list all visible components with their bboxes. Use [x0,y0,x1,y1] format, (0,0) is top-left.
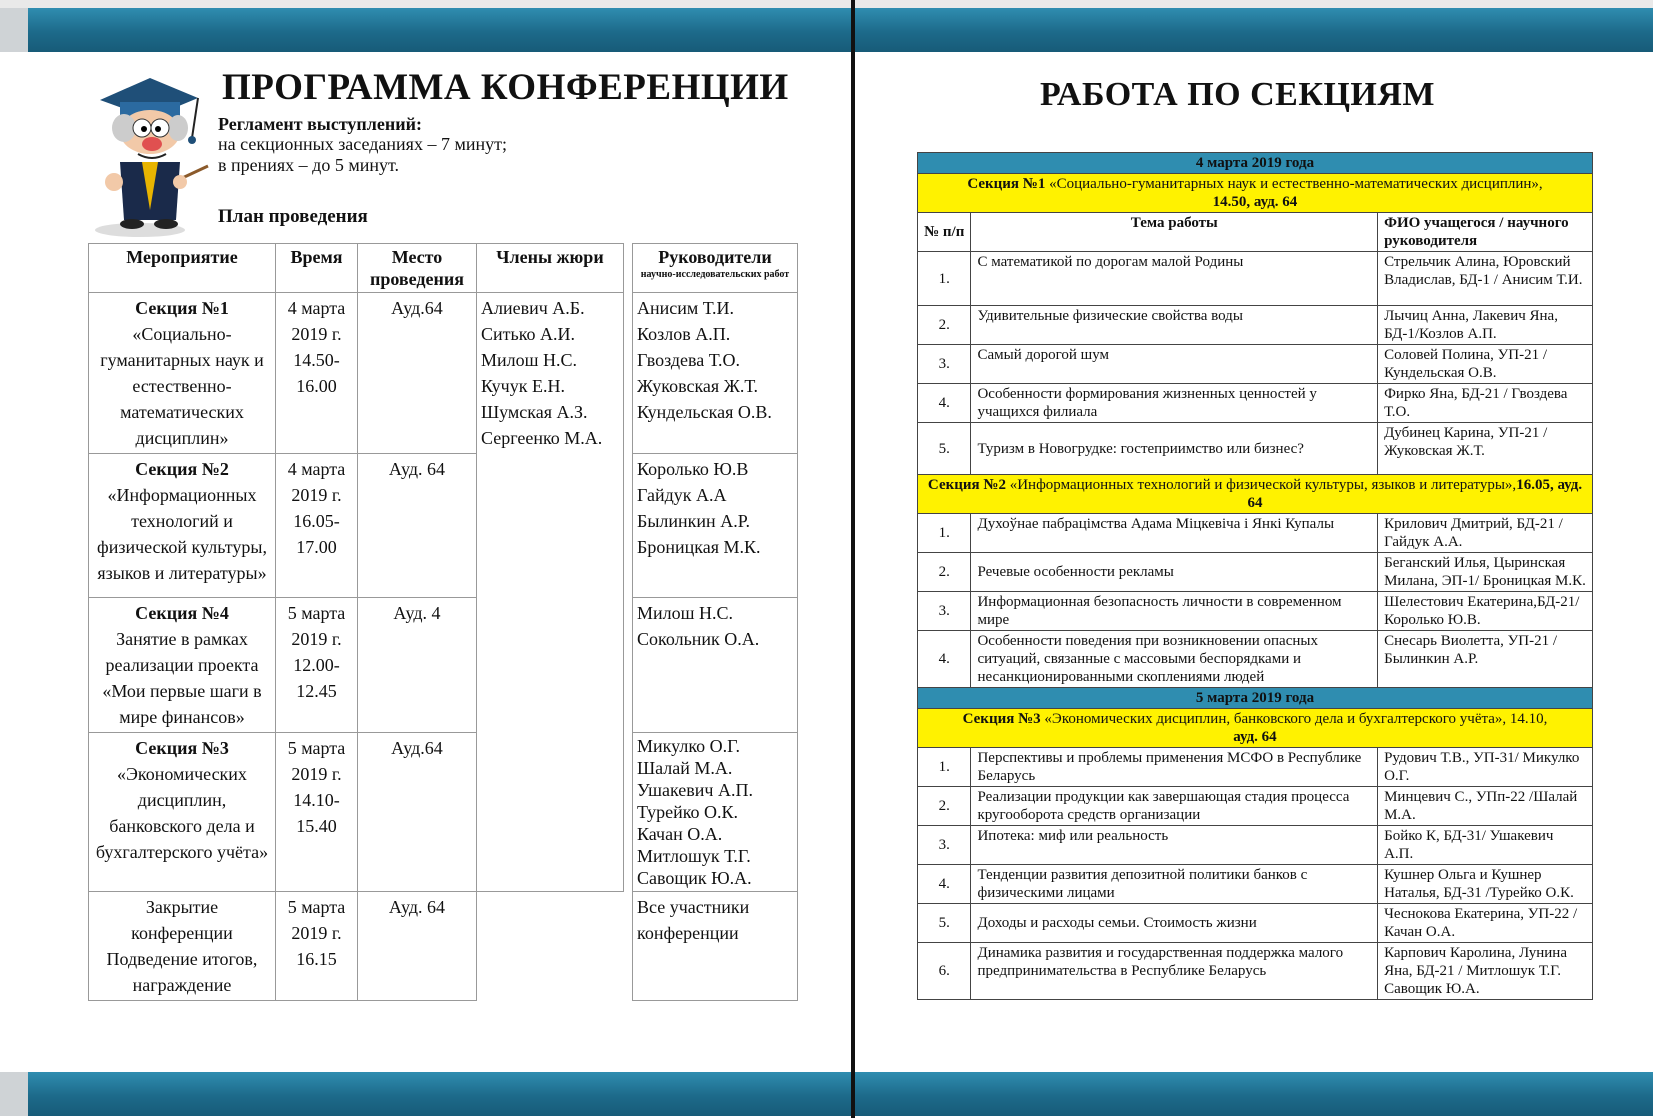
leader: Кундельская О.В. [637,402,772,422]
event-time: 4 марта 2019 г. 16.05-17.00 [276,454,358,598]
row-author: Соловей Полина, УП-21 /Кундельская О.В. [1378,345,1593,384]
leader: Броницкая М.К. [637,537,761,557]
row-number: 1. [918,748,971,787]
row-author: Шелестович Екатерина,БД-21/Королько Ю.В. [1378,592,1593,631]
table-row [918,384,1593,423]
table-row [918,904,1593,943]
row-author: Фирко Яна, БД-21 / Гвоздева Т.О. [1378,384,1593,423]
table-row [918,592,1593,631]
table-row [918,345,1593,384]
row-number: 1. [918,252,971,306]
plan-title: План проведения [218,206,368,227]
row-topic: Особенности формирования жизненных ценностей у учащихся филиала [971,384,1378,423]
row-author: Кушнер Ольга и Кушнер Наталья, БД-31 /Турейко О.К. [1378,865,1593,904]
event-time: 5 марта 2019 г. 16.15 [276,892,358,1001]
event-description: Занятие в рамках реализации проекта «Мои первые шаги в мире финансов» [102,629,262,727]
leader: Гайдук А.А [637,485,727,505]
row-number: 1. [918,514,971,553]
row-author: Крилович Дмитрий, БД-21 / Гайдук А.А. [1378,514,1593,553]
row-topic: Духоўнае пабрацімства Адама Міцкевіча і Янкі Купалы [971,514,1378,553]
leader: Жуковская Ж.Т. [637,376,759,396]
table-row [89,892,798,1001]
table-row [918,423,1593,475]
bottom-grey-tab [0,1072,28,1116]
event-description: Закрытие конференции Подведение итогов, награждение [106,897,258,995]
event-title: Секция №4 [135,603,229,623]
leaders-list [633,454,798,598]
bottom-decorative-band [28,1072,1653,1116]
table-row [918,514,1593,553]
col-header-topic: Тема работы [971,213,1378,252]
row-author: Карпович Каролина, Лунина Яна, БД-21 / Митлошук Т.Г. Савощик Ю.А. [1378,943,1593,1000]
col-header-place: Место проведения [358,244,477,293]
leader: Митлошук Т.Г. [637,846,751,866]
date-label: 5 марта 2019 года [918,688,1593,709]
row-number: 5. [918,423,971,475]
regulation-title: Регламент выступлений: [218,114,423,134]
section-title: Секция №1 [967,176,1046,192]
jury-member: Шумская А.З. [481,402,588,422]
table-row [89,454,798,598]
col-header-who: ФИО учащегося / научного руководителя [1378,213,1593,252]
row-topic: Реализации продукции как завершающая стадия процесса кругооборота средств организации [971,787,1378,826]
leader: Все участники конференции [637,897,750,943]
event-place: Ауд. 64 [358,454,477,598]
section-description: «Информационных технологий и физической культуры, языков и литературы», [1009,477,1517,493]
row-author: Бойко К, БД-31/ Ушакевич А.П. [1378,826,1593,865]
professor-mascot-icon [80,70,210,238]
row-author: Снесарь Виолетта, УП-21 /Былинкин А.Р. [1378,631,1593,688]
col-header-event: Мероприятие [89,244,276,293]
page-title-left: ПРОГРАММА КОНФЕРЕНЦИИ [222,67,789,108]
event-place: Ауд. 64 [358,892,477,1001]
table-row [918,943,1593,1000]
top-decorative-band [28,8,1653,52]
regulation-line: на секционных заседаниях – 7 минут; [218,134,507,154]
leader: Савощик Ю.А. [637,868,752,888]
row-number: 3. [918,826,971,865]
event-time: 4 марта 2019 г. 14.50-16.00 [276,293,358,454]
section-row [918,709,1593,748]
table-row [918,748,1593,787]
top-grey-tab [0,8,28,52]
event-title: Секция №3 [135,738,229,758]
jury-member: Алиевич А.Б. [481,298,585,318]
row-topic: Динамика развития и государственная поддержка малого предпринимательства в Республике Беларусь [971,943,1378,1000]
leader: Анисим Т.И. [637,298,734,318]
sections-table [917,152,1593,1000]
event-description: «Социально-гуманитарных наук и естественно-математических дисциплин» [100,324,264,448]
col-header-leaders [633,244,798,293]
row-author: Минцевич С., УПп-22 /Шалай М.А. [1378,787,1593,826]
jury-member: Милош Н.С. [481,350,577,370]
row-number: 3. [918,345,971,384]
event-time: 5 марта 2019 г. 12.00-12.45 [276,598,358,733]
col-header-jury: Члены жюри [477,244,624,293]
leader: Гвоздева Т.О. [637,350,740,370]
leaders-header-sub: научно-исследовательских работ [640,269,790,280]
row-topic: Самый дорогой шум [971,345,1378,384]
row-number: 4. [918,865,971,904]
leaders-header-label: Руководители [658,247,772,267]
row-topic: Информационная безопасность личности в современном мире [971,592,1378,631]
leader: Ушакевич А.П. [637,780,753,800]
row-topic: Перспективы и проблемы применения МСФО в Республике Беларусь [971,748,1378,787]
top-strip [0,0,1653,8]
event-title: Секция №1 [135,298,229,318]
jury-member: Кучук Е.Н. [481,376,565,396]
row-number: 4. [918,631,971,688]
right-page [855,52,1653,1072]
leaders-list [633,892,798,1001]
section-time: 16.05, ауд. 64 [1247,477,1583,511]
section-row [918,174,1593,213]
row-author: Беганский Илья, Цыринская Милана, ЭП-1/ Броницкая М.К. [1378,553,1593,592]
leader: Микулко О.Г. [637,736,741,756]
section-description: «Экономических дисциплин, банковского дела и бухгалтерского учёта», 14.10, [1044,711,1548,727]
table-row [89,293,798,454]
program-table [88,243,798,1001]
date-row [918,153,1593,174]
leader: Королько Ю.В [637,459,749,479]
leaders-list [633,733,798,892]
section-time: 14.50, ауд. 64 [1212,194,1298,210]
event-place: Ауд.64 [358,293,477,454]
table-row [918,826,1593,865]
row-author: Лычиц Анна, Лакевич Яна, БД-1/Козлов А.П. [1378,306,1593,345]
header-row [918,213,1593,252]
leader: Шалай М.А. [637,758,733,778]
row-number: 5. [918,904,971,943]
row-author: Чеснокова Екатерина, УП-22 / Качан О.А. [1378,904,1593,943]
left-page [0,52,851,1072]
row-topic: Особенности поведения при возникновении опасных ситуаций, связанные с массовыми беспорядками и несанкционированными скоплениями людей [971,631,1378,688]
event-description: «Информационных технологий и физической культуры, языков и литературы» [97,485,267,583]
table-row [918,553,1593,592]
leaders-list [633,598,798,733]
row-topic: Ипотека: миф или реальность [971,826,1378,865]
row-number: 4. [918,384,971,423]
row-topic: С математикой по дорогам малой Родины [971,252,1378,306]
table-row [89,733,798,892]
leader: Сокольник О.А. [637,629,760,649]
row-number: 3. [918,592,971,631]
row-topic: Удивительные физические свойства воды [971,306,1378,345]
row-number: 2. [918,306,971,345]
page-title-right: РАБОТА ПО СЕКЦИЯМ [1040,76,1436,113]
event-place: Ауд. 4 [358,598,477,733]
table-row [918,787,1593,826]
leader: Милош Н.С. [637,603,733,623]
section-title: Секция №2 [927,477,1006,493]
leader: Козлов А.П. [637,324,731,344]
row-author: Стрельчик Алина, Юровский Владислав, БД-1 / Анисим Т.И. [1378,252,1593,306]
row-topic: Тенденции развития депозитной политики банков с физическими лицами [971,865,1378,904]
section-time: ауд. 64 [1233,729,1277,745]
table-row [918,865,1593,904]
event-title: Секция №2 [135,459,229,479]
row-topic: Туризм в Новогрудке: гостеприимство или бизнес? [971,423,1378,475]
leader: Турейко О.К. [637,802,739,822]
jury-member: Сергеенко М.А. [481,428,603,448]
event-place: Ауд.64 [358,733,477,892]
table-row [918,306,1593,345]
event-description: «Экономических дисциплин, банковского дела и бухгалтерского учёта» [95,764,269,862]
table-row [918,252,1593,306]
row-topic: Речевые особенности рекламы [971,553,1378,592]
jury-member: Ситько А.И. [481,324,576,344]
table-row [918,631,1593,688]
section-row [918,475,1593,514]
row-author: Дубинец Карина, УП-21 /Жуковская Ж.Т. [1378,423,1593,475]
section-description: «Социально-гуманитарных наук и естественно-математических дисциплин», [1049,176,1543,192]
leader: Былинкин А.Р. [637,511,750,531]
row-topic: Доходы и расходы семьи. Стоимость жизни [971,904,1378,943]
jury-list [477,293,624,892]
row-number: 6. [918,943,971,1000]
row-number: 2. [918,553,971,592]
regulation-line: в прениях – до 5 минут. [218,155,399,175]
date-label: 4 марта 2019 года [918,153,1593,174]
date-row [918,688,1593,709]
row-author: Рудович Т.В., УП-31/ Микулко О.Г. [1378,748,1593,787]
leaders-list [633,293,798,454]
col-header-num: № п/п [918,213,971,252]
event-time: 5 марта 2019 г. 14.10-15.40 [276,733,358,892]
table-row [89,598,798,733]
section-title: Секция №3 [962,711,1041,727]
row-number: 2. [918,787,971,826]
col-header-time: Время [276,244,358,293]
leader: Качан О.А. [637,824,723,844]
